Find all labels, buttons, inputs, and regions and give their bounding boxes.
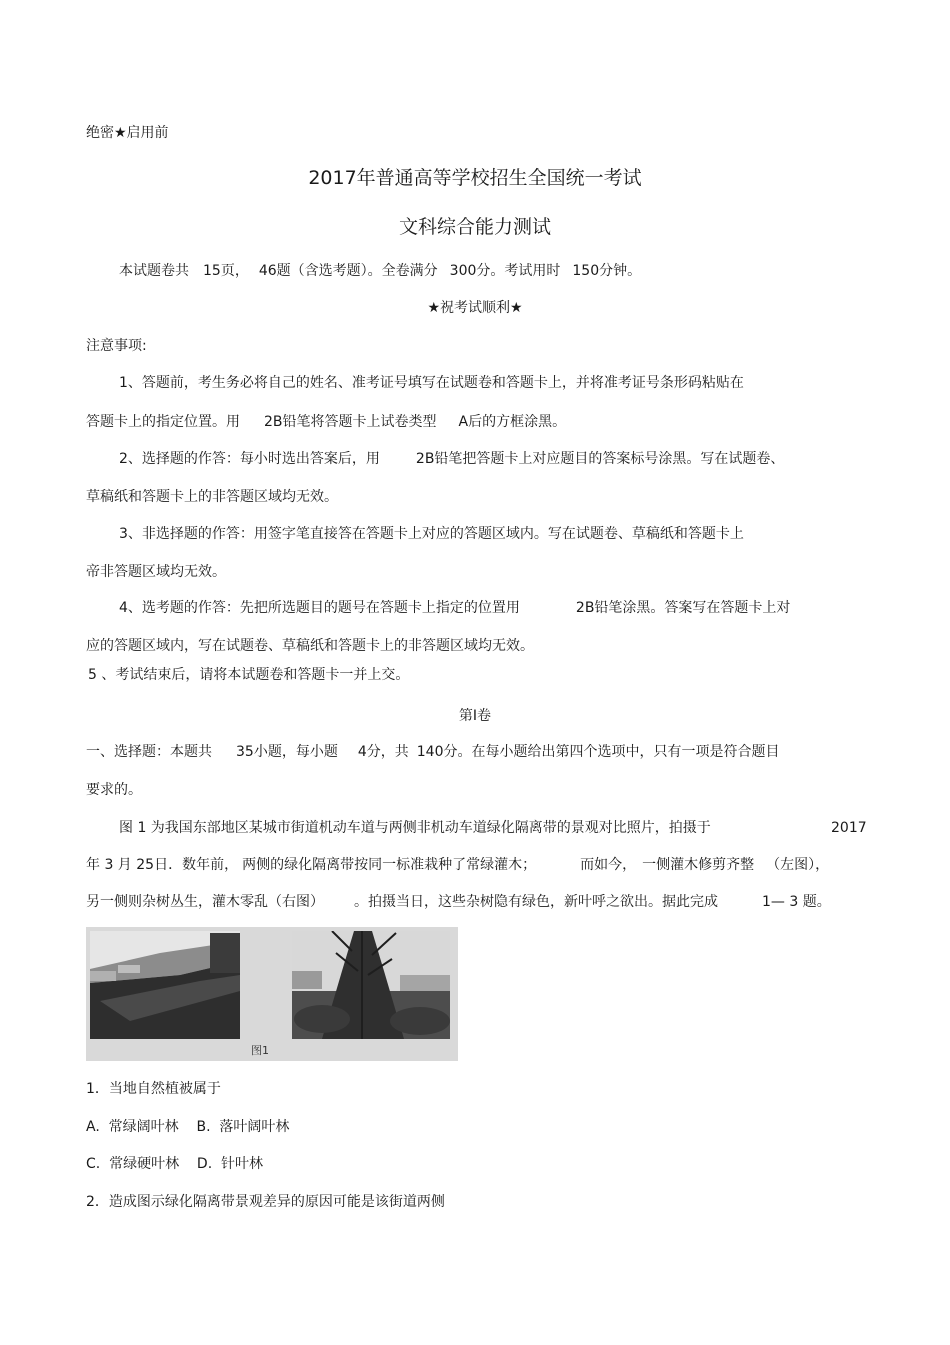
notice-item-1-line-1: 1、答题前，考生务必将自己的姓名、准考证号填写在试题卷和答题卡上，并将准考证号条形码粘贴在 — [119, 375, 744, 391]
right-photo — [292, 931, 450, 1039]
exam-title: 2017年普通高等学校招生全国统一考试 — [308, 167, 642, 189]
notice-heading: 注意事项: — [86, 338, 147, 354]
notice-item-2-line-2: 草稿纸和答题卡上的非答题区域均无效。 — [86, 489, 338, 505]
question-1-options-ab: A. 常绿阔叶林 B. 落叶阔叶林 — [86, 1119, 290, 1135]
passage-year: 2017 — [831, 820, 867, 836]
figure-1 — [86, 927, 458, 1061]
left-photo — [90, 931, 240, 1039]
notice-item-5: 5 、考试结束后，请将本试题卷和答题卡一并上交。 — [88, 667, 410, 683]
question-1-options-cd: C. 常绿硬叶林 D. 针叶林 — [86, 1156, 264, 1172]
secret-label: 绝密★启用前 — [86, 125, 169, 141]
exam-info: 本试题卷共 15页， 46题（含选考题）。全卷满分 300分。考试用时 150分钟。 — [119, 263, 642, 279]
figure-caption: 图1 — [251, 1044, 269, 1057]
volume-heading: 第Ⅰ卷 — [458, 708, 492, 724]
passage-line-3: 另一侧则杂树丛生，灌木零乱（右图） 。拍摄当日，这些杂树隐有绿色，新叶呼之欲出。据此完成 1— 3 题。 — [86, 894, 831, 910]
good-luck-line: ★祝考试顺利★ — [427, 300, 523, 316]
notice-item-1-line-2: 答题卡上的指定位置。用 2B铅笔将答题卡上试卷类型 A后的方框涂黑。 — [86, 414, 567, 430]
notice-item-4-line-2: 应的答题区域内，写在试题卷、草稿纸和答题卡上的非答题区域均无效。 — [86, 638, 534, 654]
notice-item-2-line-1: 2、选择题的作答：每小时选出答案后，用 2B铅笔把答题卡上对应题目的答案标号涂黑。写在试题卷、 — [119, 451, 785, 467]
notice-item-3-line-1: 3、非选择题的作答：用签字笔直接答在答题卡上对应的答题区域内。写在试题卷、草稿纸和答题卡上 — [119, 526, 744, 542]
question-2: 2．造成图示绿化隔离带景观差异的原因可能是该街道两侧 — [86, 1194, 445, 1210]
passage-line-1: 图 1 为我国东部地区某城市街道机动车道与两侧非机动车道绿化隔离带的景观对比照片，拍摄于 — [119, 820, 711, 836]
notice-item-4-line-1: 4、选考题的作答：先把所选题目的题号在答题卡上指定的位置用 2B铅笔涂黑。答案写在答题卡上对 — [119, 600, 791, 616]
passage-line-2: 年 3 月 25日．数年前， 两侧的绿化隔离带按同一标准栽种了常绿灌木； 而如今， 一侧灌木修剪齐整 （左图）， — [86, 857, 830, 873]
question-1: 1．当地自然植被属于 — [86, 1081, 221, 1097]
notice-item-3-line-2: 帝非答题区域均无效。 — [86, 564, 226, 580]
trimmed-hedge-photo-icon — [90, 931, 240, 1039]
overgrown-trees-photo-icon — [292, 931, 450, 1039]
section-1-line-1: 一、选择题：本题共 35小题，每小题 4分，共 140分。在每小题给出第四个选项中，只有一项是符合题目 — [86, 744, 780, 760]
exam-subtitle: 文科综合能力测试 — [398, 216, 551, 238]
section-1-line-2: 要求的。 — [86, 782, 142, 798]
